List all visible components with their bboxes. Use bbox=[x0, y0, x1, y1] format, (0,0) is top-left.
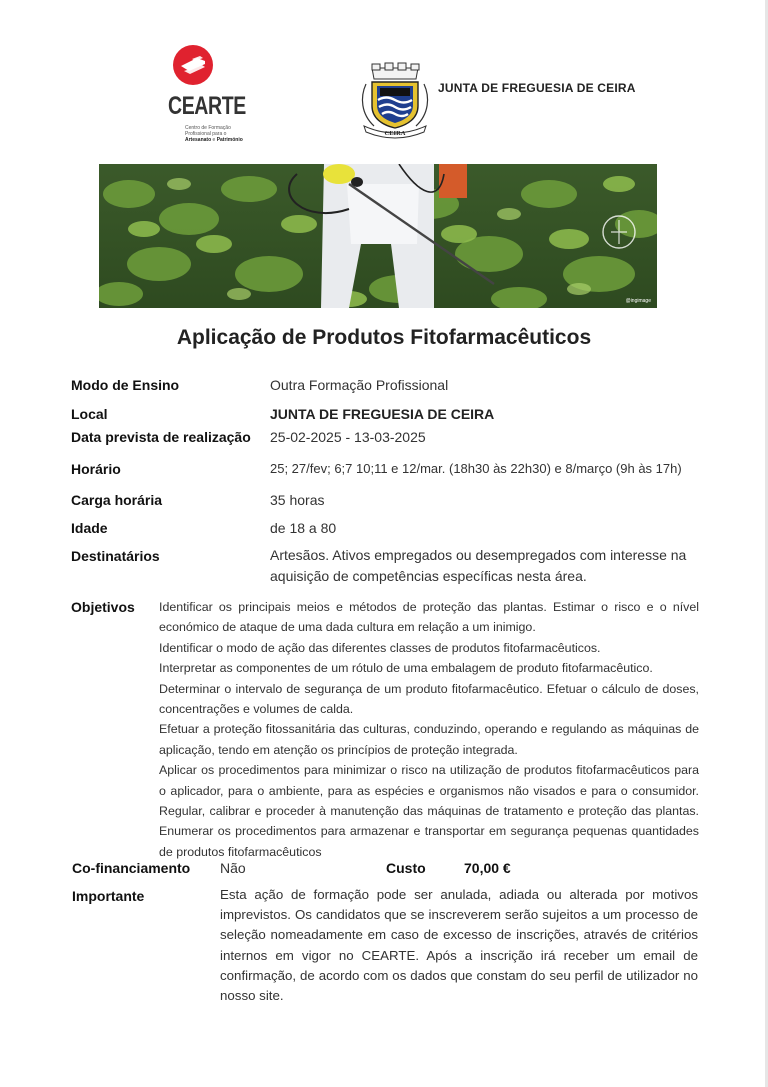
cofinanciamento-label: Co-financiamento bbox=[72, 860, 191, 876]
cearte-logo-icon bbox=[172, 44, 214, 86]
banner-photo bbox=[99, 164, 657, 308]
course-title: Aplicação de Produtos Fitofarmacêuticos bbox=[176, 326, 592, 349]
destinatarios-value: Artesãos. Ativos empregados ou desempregados com interesse na aquisição de competências específicas nesta área. bbox=[270, 547, 687, 584]
crest-ribbon-text: CEIRA bbox=[384, 130, 406, 137]
banner-illustration bbox=[99, 164, 657, 308]
local-value: JUNTA DE FREGUESIA DE CEIRA bbox=[270, 406, 495, 422]
cofinanciamento-value: Não bbox=[220, 860, 246, 876]
cearte-name: CEARTE bbox=[168, 92, 246, 120]
idade-value: de 18 a 80 bbox=[270, 520, 337, 536]
local-label: Local bbox=[71, 406, 108, 422]
objetivo-paragraph: Interpretar as componentes de um rótulo de uma embalagem de produto fitofarmacêutico. bbox=[159, 661, 653, 676]
objetivos-text bbox=[159, 597, 699, 862]
idade-label: Idade bbox=[71, 520, 108, 536]
objetivo-paragraph: Identificar o modo de ação das diferentes classes de produtos fitofarmacêuticos. bbox=[159, 640, 601, 655]
modo-value: Outra Formação Profissional bbox=[270, 377, 449, 393]
cearte-logo-block bbox=[168, 44, 278, 143]
carga-value: 35 horas bbox=[270, 492, 325, 508]
modo-label: Modo de Ensino bbox=[71, 377, 180, 393]
objetivo-paragraph: Identificar os principais meios e métodos de proteção das plantas. Estimar o risco e o nível económico de ataque de uma dada cultura em relação a um inimigo. bbox=[159, 600, 699, 635]
custo-label: Custo bbox=[386, 860, 426, 876]
importante-label: Importante bbox=[72, 888, 145, 904]
importante-text: Esta ação de formação pode ser anulada, adiada ou alterada por motivos imprevistos. Os candidatos que se inscreverem serão sujeitos a um processo de seleção nomeadamente em caso de excesso de inscrições, através de critérios internos em vigor no CEARTE. Após a inscrição irá receber um email de confirmação, de acordo com os dados que constam do seu perfil de utilizador no nosso site. bbox=[220, 887, 698, 1004]
junta-header-title: JUNTA DE FREGUESIA DE CEIRA bbox=[438, 81, 636, 95]
cearte-subtitle: Centro de Formação Profissional para o Artesanato e Património bbox=[185, 125, 243, 143]
horario-value: 25; 27/fev; 6;7 10;11 e 12/mar. (18h30 às 22h30) e 8/março (9h às 17h) bbox=[270, 461, 682, 476]
objetivo-paragraph: Efetuar a proteção fitossanitária das culturas, conduzindo, operando e regulando as máquinas de aplicação, tendo em atenção os princípios de proteção integrada. bbox=[159, 722, 699, 757]
objetivos-label: Objetivos bbox=[71, 599, 135, 615]
destinatarios-label: Destinatários bbox=[71, 548, 160, 564]
data-value: 25-02-2025 - 13-03-2025 bbox=[270, 429, 426, 445]
data-label: Data prevista de realização bbox=[71, 429, 251, 445]
custo-value: 70,00 € bbox=[464, 860, 511, 876]
objetivo-paragraph: Determinar o intervalo de segurança de um produto fitofarmacêutico. Efetuar o cálculo de doses, concentrações e volumes de calda. bbox=[159, 681, 699, 717]
banner-credit: @ingimage bbox=[625, 298, 651, 304]
ceira-crest-icon bbox=[358, 62, 432, 140]
horario-label: Horário bbox=[71, 461, 121, 477]
objetivo-paragraph: Aplicar os procedimentos para minimizar o risco na utilização de produtos fitofarmacêuticos para o aplicador, para o ambiente, para as espécies e organismos não visados e para o consumidor. Regular, calibrar e proceder à manutenção das máquinas de tratamento e proteção das plantas. Enumerar os procedimentos para armazenar e transportar em segurança pequenas quantidades de produtos fitofarmacêuticos bbox=[159, 763, 699, 859]
carga-label: Carga horária bbox=[71, 492, 163, 508]
